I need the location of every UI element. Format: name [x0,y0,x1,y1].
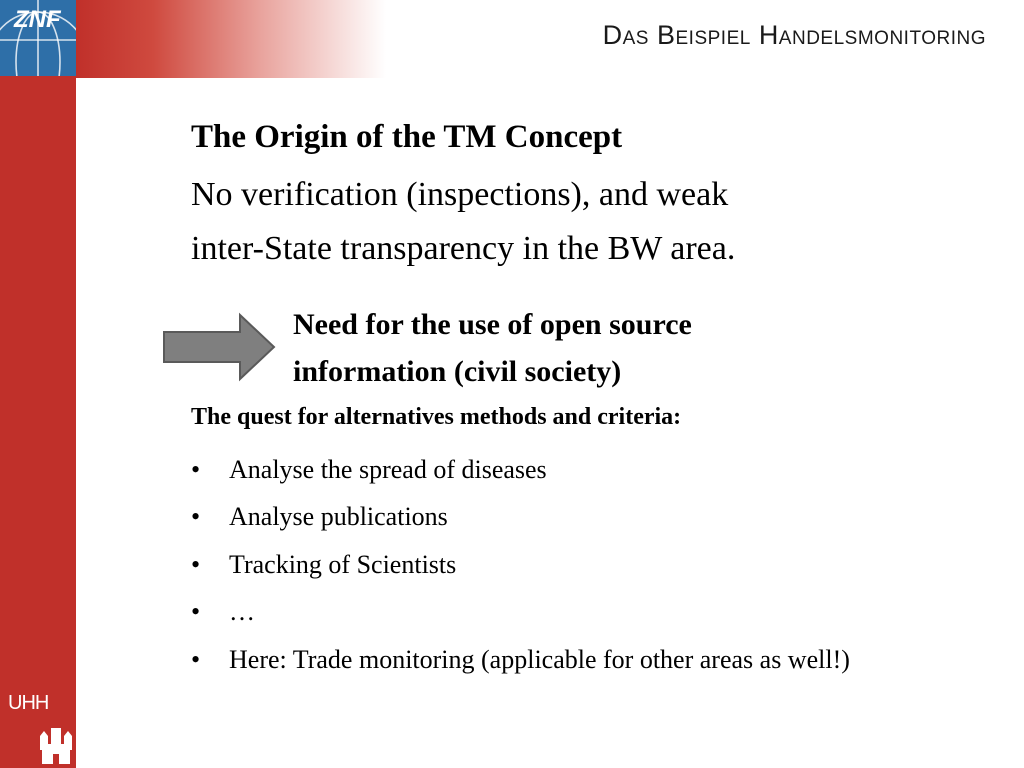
slide-heading: The Origin of the TM Concept [191,119,623,155]
arrow-statement [293,302,692,395]
slide-content [191,118,971,276]
bullet-list [191,452,971,689]
bullet-dot: • [191,455,201,484]
lead-line-1: No verification (inspections), and weak [191,175,729,213]
bullet-dot: • [191,549,201,579]
bullet-item [191,547,971,583]
arrow-row [162,302,922,402]
bullet-text: Analyse publications [229,502,448,532]
bullet-item [191,642,971,678]
bullet-dot: • [191,644,201,674]
lead-line-2: inter-State transparency in the BW area. [191,229,736,267]
header-title: Das Beispiel Handelsmonitoring [602,20,986,50]
bullet-text: Analyse the spread of diseases [229,455,547,484]
bullet-dot: • [191,502,201,532]
bullet-text: Tracking of Scientists [229,549,457,579]
znf-logo-text: ZNF [14,6,61,33]
uhh-logo-text: UHH [8,692,49,714]
bullet-text: … [229,597,255,627]
arrow-statement-line-2: information (civil society) [293,354,622,388]
bullet-item [191,499,971,535]
right-arrow-icon [162,312,278,384]
left-red-bar [0,0,76,768]
quest-heading: The quest for alternatives methods and criteria: [191,404,682,430]
arrow-statement-line-1: Need for the use of open source [293,308,692,341]
bullet-item [191,594,971,630]
hamburg-castle-icon [40,728,72,764]
bullet-item [191,452,971,488]
bullet-dot: • [191,597,201,627]
znf-logo [0,0,76,76]
bullet-text: Here: Trade monitoring (applicable for other areas as well!) [229,644,850,674]
lead-text [191,168,971,277]
header-gradient-band [76,0,386,78]
